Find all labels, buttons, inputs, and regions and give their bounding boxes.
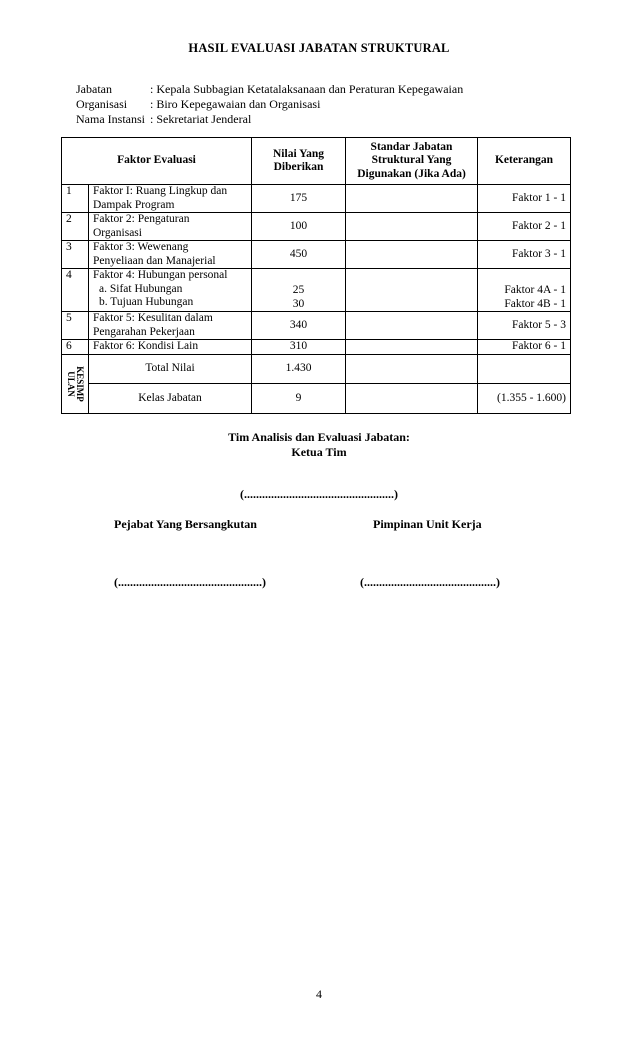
total-value: 1.430 [252, 355, 346, 384]
factor-line: Faktor 4: Hubungan personal [93, 269, 228, 281]
row-number: 1 [62, 185, 89, 213]
note-sub-b: Faktor 4B - 1 [504, 297, 567, 310]
score-cell [252, 269, 346, 312]
class-value: 9 [252, 384, 346, 414]
note-cell: Faktor 3 - 1 [478, 241, 571, 269]
info-value: : Kepala Subbagian Ketatalaksanaan dan Peraturan Kepegawaian [150, 82, 464, 96]
info-label: Nama Instansi [76, 112, 145, 126]
class-label: Kelas Jabatan [89, 384, 252, 414]
score-cell: 175 [252, 185, 346, 213]
unit-head-signature-label: Pimpinan Unit Kerja [373, 517, 482, 531]
note-sub-a: Faktor 4A - 1 [504, 284, 567, 296]
table-row [62, 340, 571, 355]
header-standard: Standar Jabatan Struktural Yang Digunakan (Jika Ada) [346, 138, 478, 185]
score-sub-b: 30 [292, 297, 305, 310]
factor-cell: Faktor 6: Kondisi Lain [89, 340, 252, 355]
factor-line: Dampak Program [93, 198, 175, 211]
note-cell: Faktor 1 - 1 [478, 185, 571, 213]
score-sub-a: 25 [292, 284, 305, 296]
page-title: HASIL EVALUASI JABATAN STRUKTURAL [188, 41, 450, 55]
factor-line: Penyeliaan dan Manajerial [93, 254, 216, 267]
standard-cell [346, 269, 478, 312]
team-block [0, 430, 638, 460]
header-score: Nilai Yang Diberikan [252, 138, 346, 185]
row-number: 6 [62, 340, 89, 355]
score-cell: 340 [252, 312, 346, 340]
info-label: Organisasi [76, 97, 128, 111]
standard-cell [346, 241, 478, 269]
info-value: : Sekretariat Jenderal [150, 112, 252, 126]
standard-cell [346, 312, 478, 340]
factor-sub-b: b. Tujuan Hubungan [99, 296, 194, 308]
header-factor: Faktor Evaluasi [62, 138, 252, 185]
score-cell: 310 [252, 340, 346, 355]
standard-cell [346, 185, 478, 213]
score-cell: 450 [252, 241, 346, 269]
table-row [62, 185, 571, 213]
info-row-organisasi [76, 97, 463, 112]
row-number: 3 [62, 241, 89, 269]
note-cell: Faktor 2 - 1 [478, 213, 571, 241]
official-signature-line: (................................................) [114, 575, 266, 589]
standard-cell [346, 340, 478, 355]
info-value: : Biro Kepegawaian dan Organisasi [150, 97, 321, 111]
table-row [62, 269, 571, 312]
table-row [62, 312, 571, 340]
team-leader-label: Ketua Tim [291, 445, 347, 459]
factor-cell [89, 312, 252, 340]
factor-sub-a: a. Sifat Hubungan [99, 282, 183, 295]
total-standard-cell [346, 355, 478, 384]
table-row [62, 241, 571, 269]
evaluation-table [61, 137, 571, 414]
row-number: 2 [62, 213, 89, 241]
table-header-row [62, 138, 571, 185]
summary-vertical-label: KESIMP ULAN [66, 366, 85, 402]
total-note-cell [478, 355, 571, 384]
table-row [62, 213, 571, 241]
header-note: Keterangan [478, 138, 571, 185]
page-number: 4 [316, 987, 322, 1001]
note-cell: Faktor 6 - 1 [478, 340, 571, 355]
factor-line: Organisasi [93, 226, 142, 239]
factor-line: Faktor I: Ruang Lingkup dan [93, 185, 228, 197]
class-range: (1.355 - 1.600) [478, 384, 571, 414]
factor-cell [89, 241, 252, 269]
factor-line: Faktor 5: Kesulitan dalam [93, 312, 213, 324]
unit-head-signature-line: (............................................) [360, 575, 500, 589]
row-number: 4 [62, 269, 89, 312]
summary-class-row [62, 384, 571, 414]
note-cell: Faktor 5 - 3 [478, 312, 571, 340]
class-standard-cell [346, 384, 478, 414]
team-signature-line: (..................................................) [240, 487, 398, 501]
factor-cell [89, 269, 252, 312]
factor-cell [89, 185, 252, 213]
summary-total-row [62, 355, 571, 384]
factor-line: Faktor 3: Wewenang [93, 241, 189, 253]
note-cell [478, 269, 571, 312]
info-row-instansi [76, 112, 463, 127]
total-label: Total Nilai [89, 355, 252, 384]
official-signature-label: Pejabat Yang Bersangkutan [114, 517, 257, 531]
position-info [76, 82, 463, 127]
row-number: 5 [62, 312, 89, 340]
info-label: Jabatan [76, 82, 112, 96]
score-cell: 100 [252, 213, 346, 241]
factor-line: Faktor 2: Pengaturan [93, 213, 190, 225]
factor-line: Pengarahan Pekerjaan [93, 325, 195, 338]
factor-cell [89, 213, 252, 241]
team-title: Tim Analisis dan Evaluasi Jabatan: [228, 430, 410, 444]
info-row-jabatan [76, 82, 463, 97]
summary-vertical-label-cell [62, 355, 89, 414]
standard-cell [346, 213, 478, 241]
